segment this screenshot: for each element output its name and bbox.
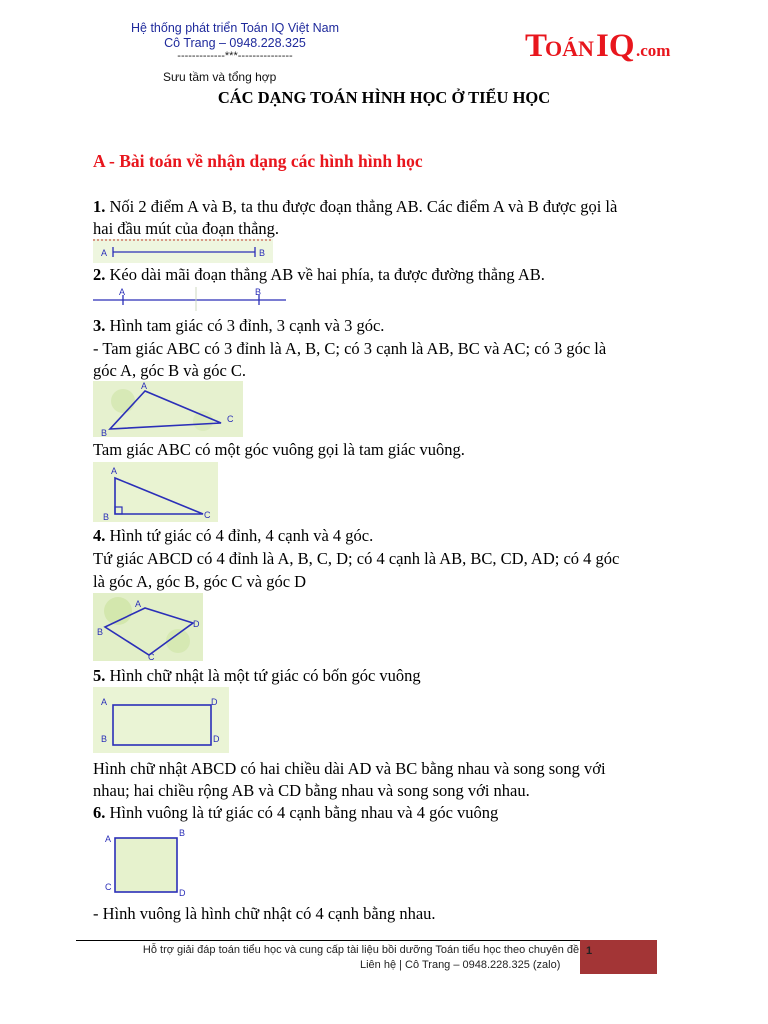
svg-text:B: B [101, 428, 108, 437]
svg-text:A: A [111, 466, 118, 476]
item-4-number: 4. [93, 526, 106, 545]
svg-text:A: A [141, 381, 148, 391]
item-1-number: 1. [93, 197, 106, 216]
svg-text:.com: .com [636, 41, 671, 60]
svg-text:B: B [255, 287, 262, 297]
item-2-number: 2. [93, 265, 106, 284]
item-3-text: Hình tam giác có 3 đỉnh, 3 cạnh và 3 góc. [105, 316, 385, 335]
item-4-text: Hình tứ giác có 4 đỉnh, 4 cạnh và 4 góc. [105, 526, 374, 545]
item-1-line2: hai đầu mút của đoạn thẳng. [93, 219, 280, 238]
svg-text:A: A [101, 248, 108, 258]
item-3-line3: góc A, góc B và góc C. [93, 361, 247, 380]
item-2-text: Kéo dài mãi đoạn thẳng AB về hai phía, ta được đường thẳng AB. [105, 265, 545, 284]
svg-text:C: C [227, 414, 234, 424]
svg-text:D: D [213, 734, 220, 744]
svg-text:A: A [119, 287, 126, 297]
svg-text:D: D [211, 697, 218, 707]
svg-text:OÁN: OÁN [545, 36, 594, 61]
item-4-line3: là góc A, góc B, góc C và góc D [93, 572, 307, 591]
item-6-number: 6. [93, 803, 106, 822]
header-separator: -------------***--------------- [177, 50, 293, 62]
item-6 [93, 802, 498, 824]
line-ab-figure [93, 287, 288, 316]
svg-text:B: B [97, 627, 104, 637]
svg-text:B: B [103, 512, 110, 522]
rectangle-abcd-figure [93, 687, 229, 758]
svg-text:C: C [204, 510, 211, 520]
item-6-text: Hình vuông là tứ giác có 4 cạnh bằng nhau và 4 góc vuông [105, 803, 499, 822]
header-contact: Cô Trang – 0948.228.325 [164, 36, 306, 50]
right-triangle-figure [93, 462, 218, 527]
svg-text:B: B [179, 828, 186, 838]
footer-line1: Hỗ trợ giải đáp toán tiểu học và cung cấp tài liệu bồi dưỡng Toán tiểu học theo chuyên đề [142, 944, 580, 956]
header-org: Hệ thống phát triển Toán IQ Việt Nam [131, 21, 339, 35]
svg-text:A: A [135, 599, 142, 609]
item-5-line3: nhau; hai chiều rộng AB và CD bằng nhau và song song với nhau. [93, 781, 530, 800]
item-5-line2: Hình chữ nhật ABCD có hai chiều dài AD và BC bằng nhau và song song với [93, 759, 606, 778]
item-1-line1 [93, 196, 617, 218]
section-a-heading: A - Bài toán về nhận dạng các hình hình học [93, 151, 423, 171]
item-1-text: Nối 2 điểm A và B, ta thu được đoạn thẳng AB. Các điểm A và B được gọi là [105, 197, 618, 216]
toaniq-logo [525, 20, 675, 68]
svg-text:D: D [179, 888, 186, 898]
item-3-right-triangle-text: Tam giác ABC có một góc vuông gọi là tam giác vuông. [93, 440, 465, 459]
page-number: 1 [586, 945, 593, 957]
quadrilateral-abcd-figure [93, 593, 203, 666]
item-2 [93, 264, 545, 286]
svg-text:D: D [193, 619, 200, 629]
page-title: CÁC DẠNG TOÁN HÌNH HỌC Ở TIỂU HỌC [217, 88, 551, 107]
item-4-line2: Tứ giác ABCD có 4 đỉnh là A, B, C, D; có 4 cạnh là AB, BC, CD, AD; có 4 góc [93, 549, 620, 568]
triangle-abc-figure [93, 381, 243, 442]
square-abcd-figure [93, 824, 193, 905]
svg-text:IQ: IQ [596, 28, 635, 64]
item-3-line1 [93, 315, 384, 337]
item-5-number: 5. [93, 666, 106, 685]
svg-text:B: B [101, 734, 108, 744]
svg-text:T: T [525, 28, 548, 64]
svg-text:A: A [105, 834, 112, 844]
item-3-number: 3. [93, 316, 106, 335]
item-6-line2: - Hình vuông là hình chữ nhật có 4 cạnh bằng nhau. [93, 904, 436, 923]
footer-rule [76, 940, 580, 941]
item-5-text: Hình chữ nhật là một tứ giác có bốn góc vuông [105, 666, 421, 685]
item-3-line2: - Tam giác ABC có 3 đỉnh là A, B, C; có 3 cạnh là AB, BC và AC; có 3 góc là [93, 339, 607, 358]
footer-line2: Liên hệ | Cô Trang – 0948.228.325 (zalo) [360, 959, 561, 971]
header-collected: Sưu tầm và tổng hợp [163, 70, 277, 84]
svg-text:B: B [259, 248, 266, 258]
svg-text:C: C [105, 882, 112, 892]
svg-text:C: C [148, 652, 155, 661]
item-4-line1 [93, 525, 373, 547]
svg-text:A: A [101, 697, 108, 707]
item-5 [93, 665, 421, 687]
